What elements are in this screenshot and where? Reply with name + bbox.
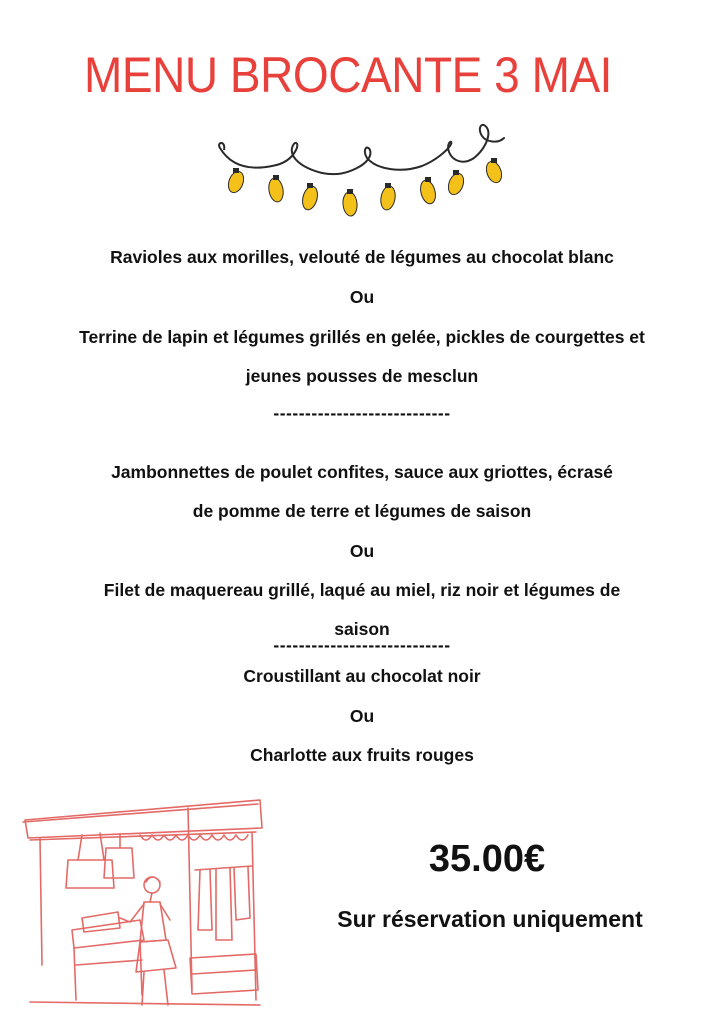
menu-line-or-2: Ou <box>349 541 375 561</box>
menu-title: MENU BROCANTE 3 MAI <box>84 47 612 103</box>
menu-line-or-1: Ou <box>349 287 375 307</box>
menu-separator-2: ---------------------------- <box>273 635 451 655</box>
menu-line-starter-2b: jeunes pousses de mesclun <box>245 366 479 386</box>
menu-line-dessert-2: Charlotte aux fruits rouges <box>250 745 474 765</box>
menu-line-main-1a: Jambonnettes de poulet confites, sauce aux griottes, écrasé <box>111 462 613 482</box>
market-stall-illustration <box>20 790 270 1015</box>
menu-line-or-3: Ou <box>349 706 375 726</box>
menu-price: 35.00€ <box>428 838 546 880</box>
menu-line-main-2b: saison <box>334 619 390 639</box>
menu-line-main-2a: Filet de maquereau grillé, laqué au miel, riz noir et légumes de <box>103 580 621 600</box>
menu-line-starter-1: Ravioles aux morilles, velouté de légumes au chocolat blanc <box>110 247 614 267</box>
reservation-note: Sur réservation uniquement <box>337 906 643 932</box>
menu-line-main-1b: de pomme de terre et légumes de saison <box>192 501 532 521</box>
string-lights-icon <box>212 118 512 228</box>
menu-line-dessert-1: Croustillant au chocolat noir <box>243 666 481 686</box>
menu-separator-1: ---------------------------- <box>273 403 451 423</box>
menu-line-starter-2a: Terrine de lapin et légumes grillés en gelée, pickles de courgettes et <box>79 327 645 347</box>
